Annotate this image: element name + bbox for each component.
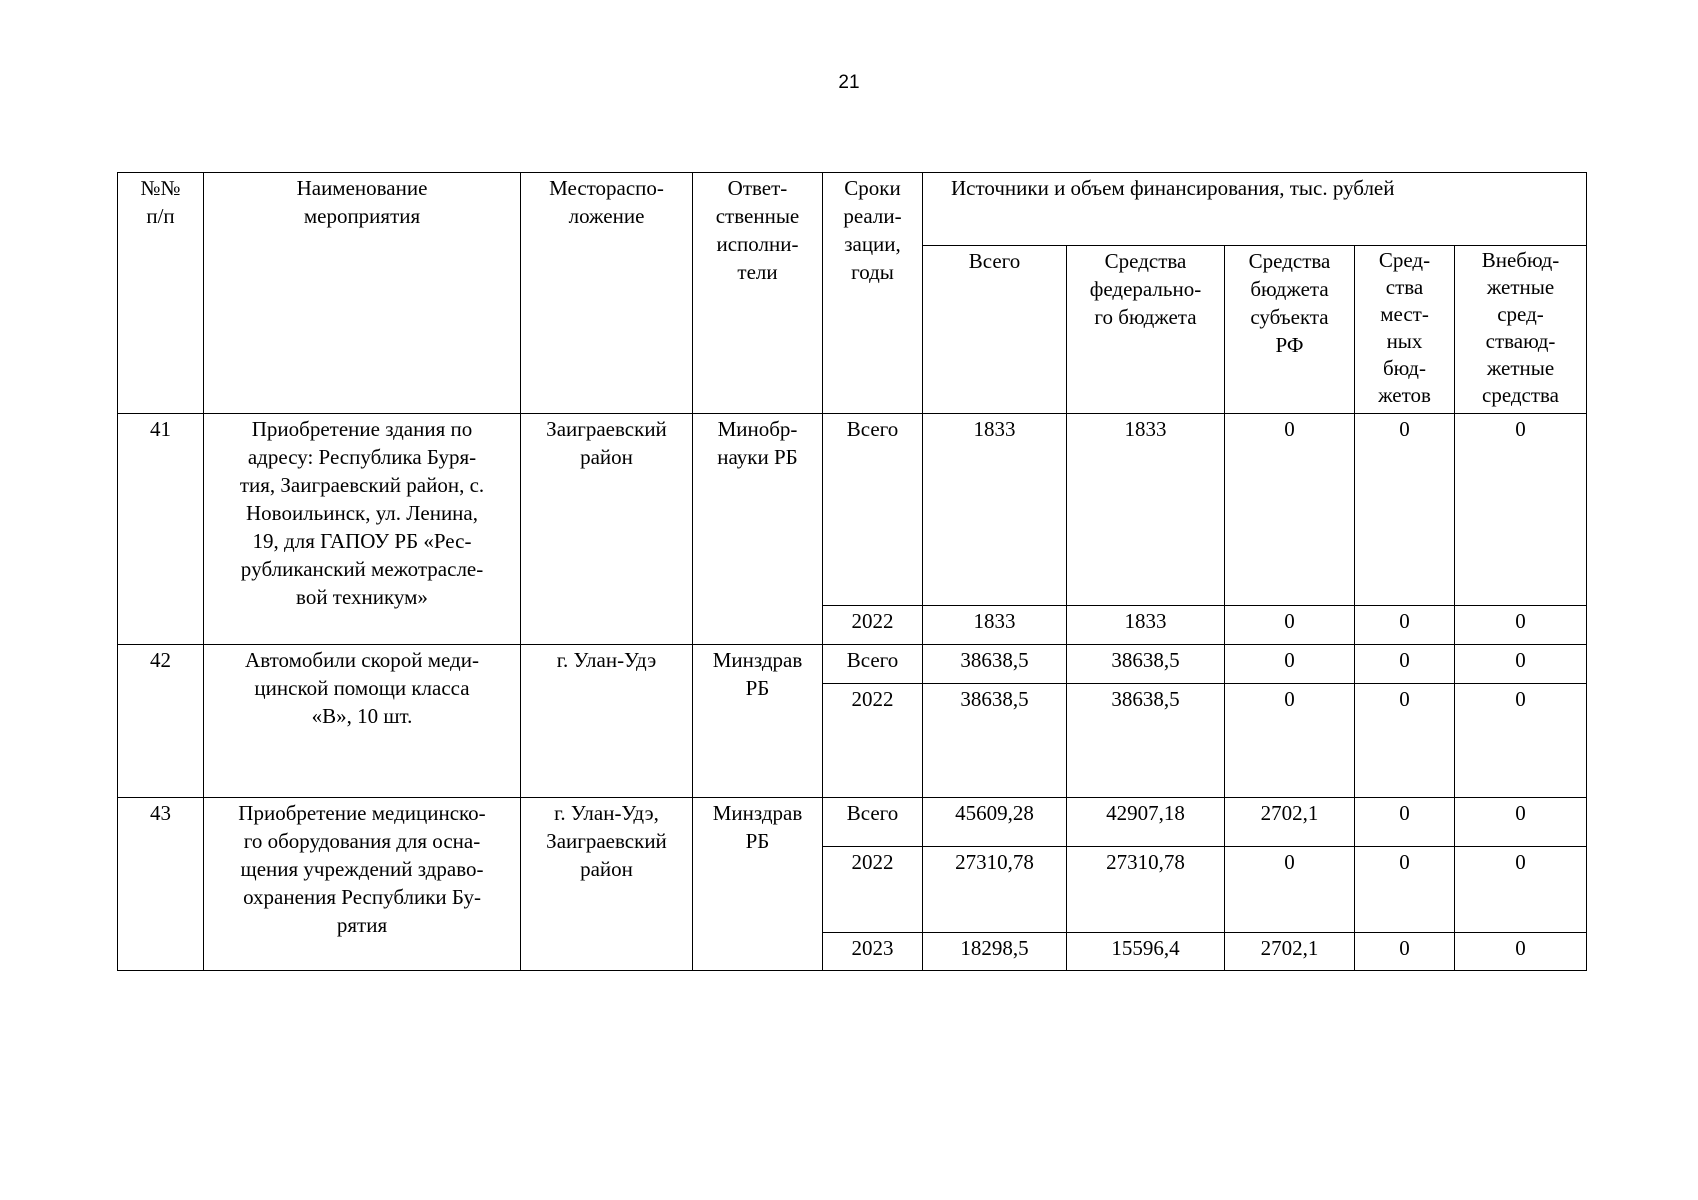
federal-cell: 42907,18 xyxy=(1067,798,1225,847)
funding-table xyxy=(117,172,1587,971)
extra-cell: 0 xyxy=(1455,847,1587,933)
extra-cell: 0 xyxy=(1455,798,1587,847)
total-cell: 1833 xyxy=(923,606,1067,645)
header-period: Сроки реали- зации, годы xyxy=(823,173,923,414)
item-name: Приобретение медицинско- го оборудования для осна- щения учреждений здраво- охранения Республики Бу- рятия xyxy=(204,798,521,971)
header-local: Сред- ства мест- ных бюд- жетов xyxy=(1355,246,1455,414)
regional-cell: 2702,1 xyxy=(1225,933,1355,971)
header-extra: Внебюд- жетные сред- стваюд- жетные средства xyxy=(1455,246,1587,414)
total-cell: 1833 xyxy=(923,414,1067,606)
extra-cell: 0 xyxy=(1455,606,1587,645)
header-num: №№ п/п xyxy=(118,173,204,414)
item-location: г. Улан-Удэ xyxy=(521,645,693,798)
regional-cell: 2702,1 xyxy=(1225,798,1355,847)
regional-cell: 0 xyxy=(1225,847,1355,933)
regional-cell: 0 xyxy=(1225,684,1355,798)
local-cell: 0 xyxy=(1355,684,1455,798)
table-row xyxy=(118,798,1587,847)
table-row xyxy=(118,414,1587,606)
header-funding-group: Источники и объем финансирования, тыс. рублей xyxy=(923,173,1587,246)
extra-cell: 0 xyxy=(1455,645,1587,684)
regional-cell: 0 xyxy=(1225,414,1355,606)
period-cell: Всего xyxy=(823,798,923,847)
item-executor: Минобр- науки РБ xyxy=(693,414,823,645)
extra-cell: 0 xyxy=(1455,414,1587,606)
local-cell: 0 xyxy=(1355,414,1455,606)
item-location: Заиграевский район xyxy=(521,414,693,645)
local-cell: 0 xyxy=(1355,606,1455,645)
table-row xyxy=(118,645,1587,684)
total-cell: 27310,78 xyxy=(923,847,1067,933)
item-name: Автомобили скорой меди- цинской помощи класса «В», 10 шт. xyxy=(204,645,521,798)
local-cell: 0 xyxy=(1355,798,1455,847)
page-number: 21 xyxy=(838,72,860,93)
local-cell: 0 xyxy=(1355,645,1455,684)
federal-cell: 27310,78 xyxy=(1067,847,1225,933)
item-name: Приобретение здания по адресу: Республика Буря- тия, Заиграевский район, с. Новоильинск, ул. Ленина, 19, для ГАПОУ РБ «Рес- pубликанский межотрасле- вой техникум» xyxy=(204,414,521,645)
header-total: Всего xyxy=(923,246,1067,414)
period-cell: 2022 xyxy=(823,847,923,933)
federal-cell: 1833 xyxy=(1067,606,1225,645)
item-location: г. Улан-Удэ, Заиграевский район xyxy=(521,798,693,971)
regional-cell: 0 xyxy=(1225,606,1355,645)
header-executors: Ответ- ственные исполни- тели xyxy=(693,173,823,414)
federal-cell: 38638,5 xyxy=(1067,645,1225,684)
extra-cell: 0 xyxy=(1455,933,1587,971)
total-cell: 18298,5 xyxy=(923,933,1067,971)
period-cell: Всего xyxy=(823,414,923,606)
federal-cell: 38638,5 xyxy=(1067,684,1225,798)
header-row xyxy=(118,173,1587,246)
header-name: Наименование мероприятия xyxy=(204,173,521,414)
item-number: 42 xyxy=(118,645,204,798)
item-executor: Минздрав РБ xyxy=(693,645,823,798)
total-cell: 45609,28 xyxy=(923,798,1067,847)
item-number: 41 xyxy=(118,414,204,645)
header-regional: Средства бюджета субъекта РФ xyxy=(1225,246,1355,414)
table-body xyxy=(118,173,1587,971)
federal-cell: 1833 xyxy=(1067,414,1225,606)
local-cell: 0 xyxy=(1355,847,1455,933)
local-cell: 0 xyxy=(1355,933,1455,971)
period-cell: 2022 xyxy=(823,606,923,645)
federal-cell: 15596,4 xyxy=(1067,933,1225,971)
regional-cell: 0 xyxy=(1225,645,1355,684)
period-cell: 2022 xyxy=(823,684,923,798)
item-number: 43 xyxy=(118,798,204,971)
item-executor: Минздрав РБ xyxy=(693,798,823,971)
period-cell: Всего xyxy=(823,645,923,684)
header-location: Местораспо- ложение xyxy=(521,173,693,414)
total-cell: 38638,5 xyxy=(923,684,1067,798)
header-federal: Средства федерально- го бюджета xyxy=(1067,246,1225,414)
total-cell: 38638,5 xyxy=(923,645,1067,684)
extra-cell: 0 xyxy=(1455,684,1587,798)
period-cell: 2023 xyxy=(823,933,923,971)
